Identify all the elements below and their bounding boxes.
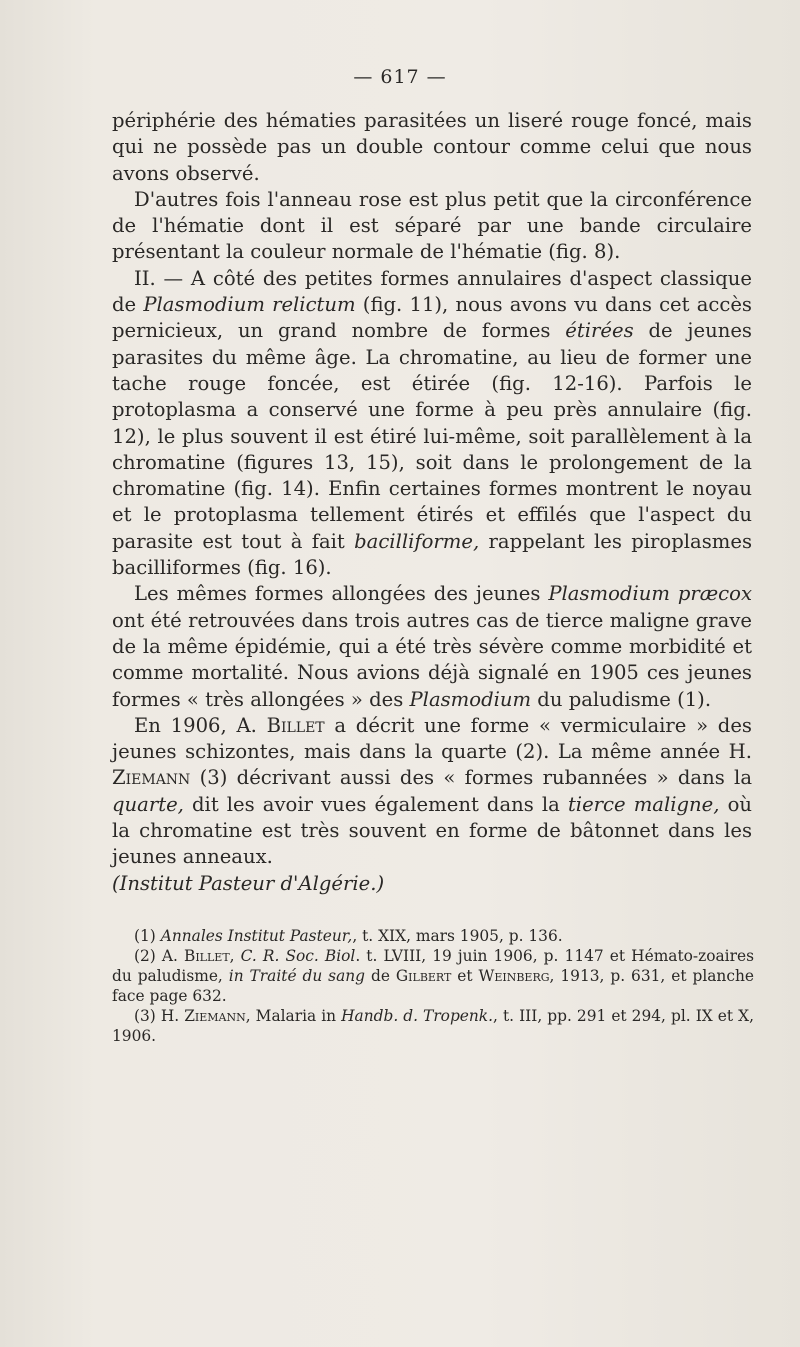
- emphasis: étirées: [565, 319, 634, 343]
- text-run: , t. XIX, mars 1905, p. 136.: [352, 927, 563, 945]
- author-name: Ziemann: [184, 1007, 246, 1025]
- text-run: du paludisme (1).: [531, 687, 712, 711]
- text-run: (fig. 11), nous avons vu dans cet accès pernicieux, un grand nombre de formes: [112, 293, 752, 343]
- species-name: Plasmodium relictum: [143, 293, 356, 317]
- text-run: a décrit une forme « vermiculaire » des jeunes schizontes, mais dans la quarte (2). La même année H.: [112, 713, 752, 764]
- paragraph-4: [112, 581, 752, 712]
- text-run: (3) décrivant aussi des « formes rubannées » dans la: [190, 766, 752, 790]
- footnotes: [112, 926, 754, 1046]
- text-run: . t. LVIII, 19 juin 1906, p. 1147 et Hémato-zoaires du paludisme,: [112, 947, 754, 985]
- footnote-2: [112, 946, 754, 1006]
- paragraph-5: [112, 713, 752, 871]
- signature: (Institut Pasteur d'Algérie.): [112, 871, 385, 895]
- text-run: A.: [161, 947, 185, 965]
- footnote-1: [112, 926, 754, 946]
- author-name: Ziemann: [112, 766, 191, 790]
- author-name: Billet: [266, 713, 325, 737]
- emphasis: bacilliforme,: [354, 529, 480, 553]
- page-number: — 617 —: [353, 66, 447, 88]
- species-name: Plasmodium præcox: [548, 582, 752, 606]
- citation-title: Annales Institut Pasteur,: [160, 927, 353, 945]
- citation-title: C. R. Soc. Biol: [240, 947, 356, 965]
- species-name: Plasmodium: [409, 687, 532, 711]
- text-run: , t. III, pp. 291 et 294, pl. IX et X, 1906.: [112, 1007, 754, 1045]
- text-run: ont été retrouvées dans trois autres cas de tierce maligne grave de la même épidémie, qui a été très sévère comme morbidité et comme mortalité. Nous avions déjà signalé en 1905 ces jeunes formes « très allongées » des: [112, 608, 752, 711]
- author-name: Weinberg: [478, 967, 550, 985]
- paragraph-2: D'autres fois l'anneau rose est plus petit que la circonférence de l'hématie dont il est séparé par une bande circulaire présentant la couleur normale de l'hématie (fig. 8).: [112, 187, 752, 264]
- text-run: ,: [229, 947, 241, 965]
- text-run: H.: [160, 1007, 185, 1025]
- citation-title: in Traité du sang: [228, 967, 366, 985]
- text-run: , Malaria in: [245, 1007, 342, 1025]
- body-text: [112, 108, 752, 897]
- author-name: Billet: [184, 947, 230, 965]
- text-run: de jeunes parasites du même âge. La chromatine, au lieu de former une tache rouge foncée, est étirée (fig. 12-16). Parfois le protoplasma a conservé une forme à peu près annulaire (fig. 12), le plus souvent il est étiré lui-même, soit parallèlement à la chromatine (figures 13, 15), soit dans le prolongement de la chromatine (fig. 14). Enfin certaines formes montrent le noyau et le protoplasma tellement étirés et effilés que l'aspect du parasite est tout à fait: [112, 319, 752, 553]
- citation-title: Handb. d. Tropenk.: [341, 1007, 494, 1025]
- paragraph-3: [112, 266, 752, 582]
- footnote-number: (1): [134, 927, 156, 945]
- text-run: , 1913, p. 631, et planche face page 632.: [112, 967, 754, 1005]
- footnote-3: [112, 1006, 754, 1046]
- text-run: de: [365, 967, 396, 985]
- emphasis: tierce maligne,: [567, 792, 720, 816]
- text-run: II. — A côté des petites formes annulaires d'aspect classique de: [112, 266, 752, 317]
- author-name: Gilbert: [395, 967, 452, 985]
- text-run: Les mêmes formes allongées des jeunes: [134, 582, 549, 606]
- text-run: rappelant les piroplasmes bacilliformes (fig. 16).: [112, 529, 752, 580]
- text-run: et: [451, 967, 479, 985]
- paragraph-1: périphérie des hématies parasitées un liseré rouge foncé, mais qui ne possède pas un double contour comme celui que nous avons observé.: [112, 109, 752, 185]
- text-run: dit les avoir vues également dans la: [183, 792, 568, 816]
- text-run: où la chromatine est très souvent en forme de bâtonnet dans les jeunes anneaux.: [112, 792, 752, 869]
- footnote-number: (2): [134, 947, 156, 965]
- footnote-number: (3): [134, 1007, 156, 1025]
- emphasis: quarte,: [112, 792, 184, 816]
- text-run: En 1906, A.: [134, 713, 267, 737]
